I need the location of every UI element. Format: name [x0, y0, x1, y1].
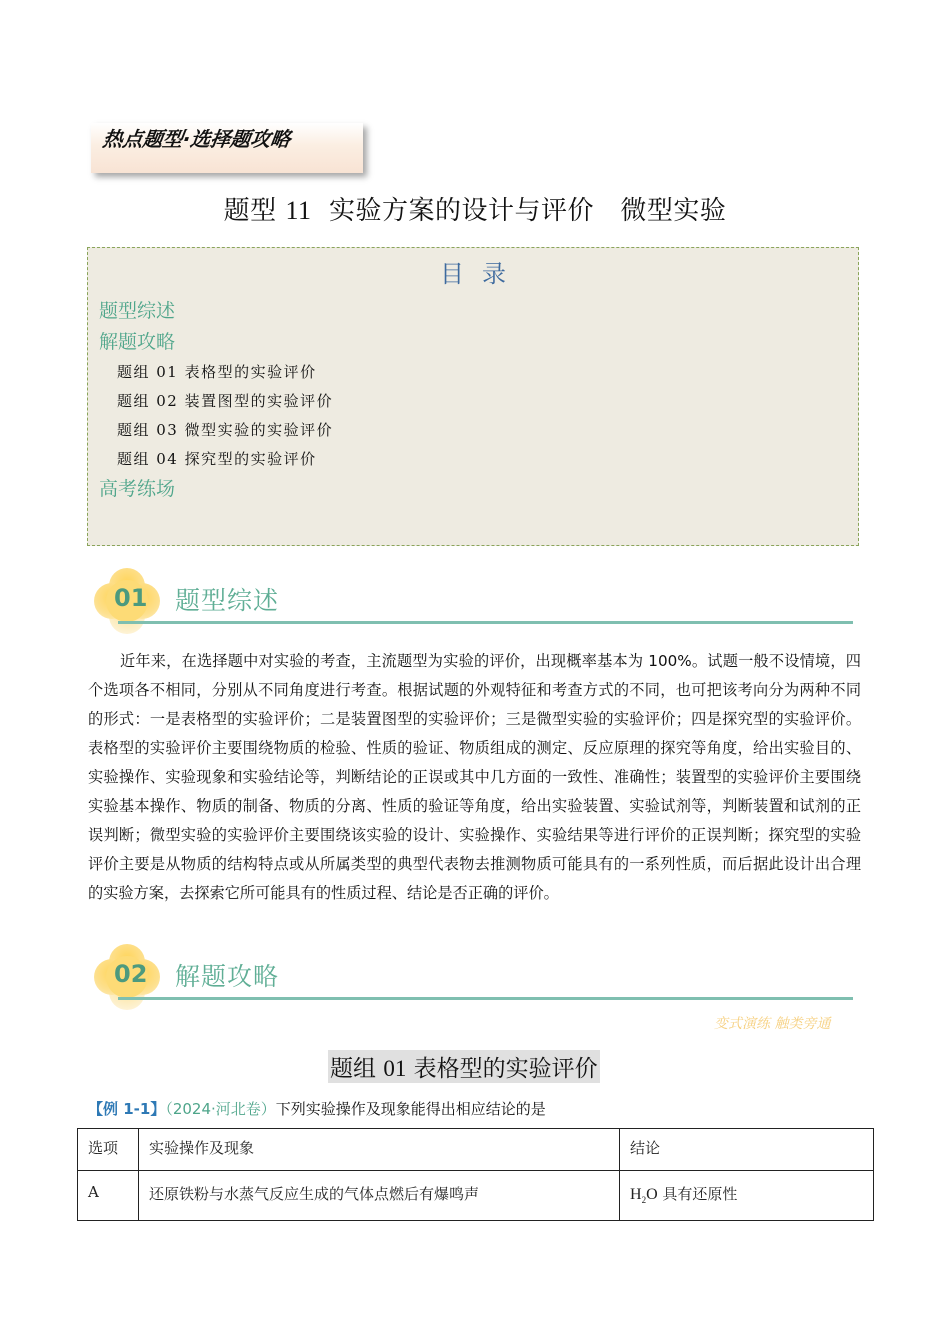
toc-item-group-01[interactable]: 题组 01 表格型的实验评价 [117, 363, 317, 381]
section-header-overview [88, 562, 858, 642]
document-title [0, 190, 950, 227]
table-header-row [78, 1129, 874, 1171]
hot-topic-banner [91, 123, 363, 173]
example-question-text: 下列实验操作及现象能得出相应结论的是 [275, 1100, 546, 1118]
toc-item-group-02[interactable]: 题组 02 装置图型的实验评价 [117, 392, 334, 410]
header-operation: 实验操作及现象 [139, 1129, 620, 1171]
section-divider [118, 997, 853, 1000]
group-title [328, 1050, 600, 1083]
toc-item-practice[interactable]: 高考练场 [99, 478, 176, 500]
section-number: 01 [114, 584, 148, 612]
cell-operation: 还原铁粉与水蒸气反应生成的气体点燃后有爆鸣声 [139, 1171, 620, 1221]
title-number: 11 [285, 196, 312, 225]
chemical-formula: $H_2O$ [630, 1186, 658, 1206]
toc-item-strategy[interactable]: 解题攻略 [99, 331, 176, 353]
question-table [77, 1128, 874, 1221]
section-header-strategy [88, 938, 858, 1018]
title-main: 实验方案的设计与评价 [329, 196, 595, 226]
table-row [78, 1171, 874, 1221]
toc-item-group-04[interactable]: 题组 04 探究型的实验评价 [117, 450, 317, 468]
toc-item-group-03[interactable]: 题组 03 微型实验的实验评价 [117, 421, 334, 439]
group-title-text: 表格型的实验评价 [413, 1056, 598, 1082]
title-suffix: 微型实验 [620, 196, 727, 226]
example-question [88, 1098, 546, 1119]
overview-paragraph: 近年来，在选择题中对实验的考查，主流题型为实验的评价，出现概率基本为 100%。试题一般不设情境，四个选项各不相同，分别从不同角度进行考查。根据试题的外观特征和考查方式的不同，也可把该考向分为两种不同的形式：一是表格型的实验评价；二是装置图型的实验评价；三是微型实验的实验评价；四是探究型的实验评价。表格型的实验评价主要围绕物质的检验、性质的验证、物质组成的测定、反应原理的探究等角度，给出实验目的、实验操作、实验现象和实验结论等，判断结论的正误或其中几方面的一致性、准确性；装置型的实验评价主要围绕实验基本操作、物质的制备、物质的分离、性质的验证等角度，给出实验装置、实验试剂等，判断装置和试剂的正误判断；微型实验的实验评价主要围绕该实验的设计、实验操作、实验结果等进行评价的正误判断；探究型的实验评价主要是从物质的结构特点或从所属类型的典型代表物去推测物质可能具有的一系列性质，而后据此设计出合理的实验方案，去探索它所可能具有的性质过程、结论是否正确的评价。 [88, 652, 861, 902]
conclusion-text: 具有还原性 [662, 1185, 738, 1203]
table-of-contents [87, 247, 859, 546]
header-conclusion: 结论 [620, 1129, 874, 1171]
example-tag: 【例 1-1】 [88, 1100, 166, 1118]
banner-text: 热点题型·选择题攻略 [101, 127, 293, 151]
toc-title: 目录 [440, 260, 524, 288]
group-number: 01 [383, 1056, 407, 1081]
group-prefix: 题组 [330, 1056, 376, 1082]
section-divider [118, 621, 853, 624]
header-option: 选项 [78, 1129, 139, 1171]
title-prefix: 题型 [223, 196, 277, 226]
cell-option: A [78, 1171, 139, 1221]
section-label: 解题攻略 [175, 962, 280, 991]
toc-item-overview[interactable]: 题型综述 [99, 300, 176, 322]
section-number: 02 [114, 960, 148, 988]
cell-conclusion [620, 1171, 874, 1221]
example-source: （2024·河北卷） [165, 1100, 276, 1118]
tagline: 变式演练 触类旁通 [714, 1016, 831, 1032]
section-label: 题型综述 [175, 586, 280, 615]
